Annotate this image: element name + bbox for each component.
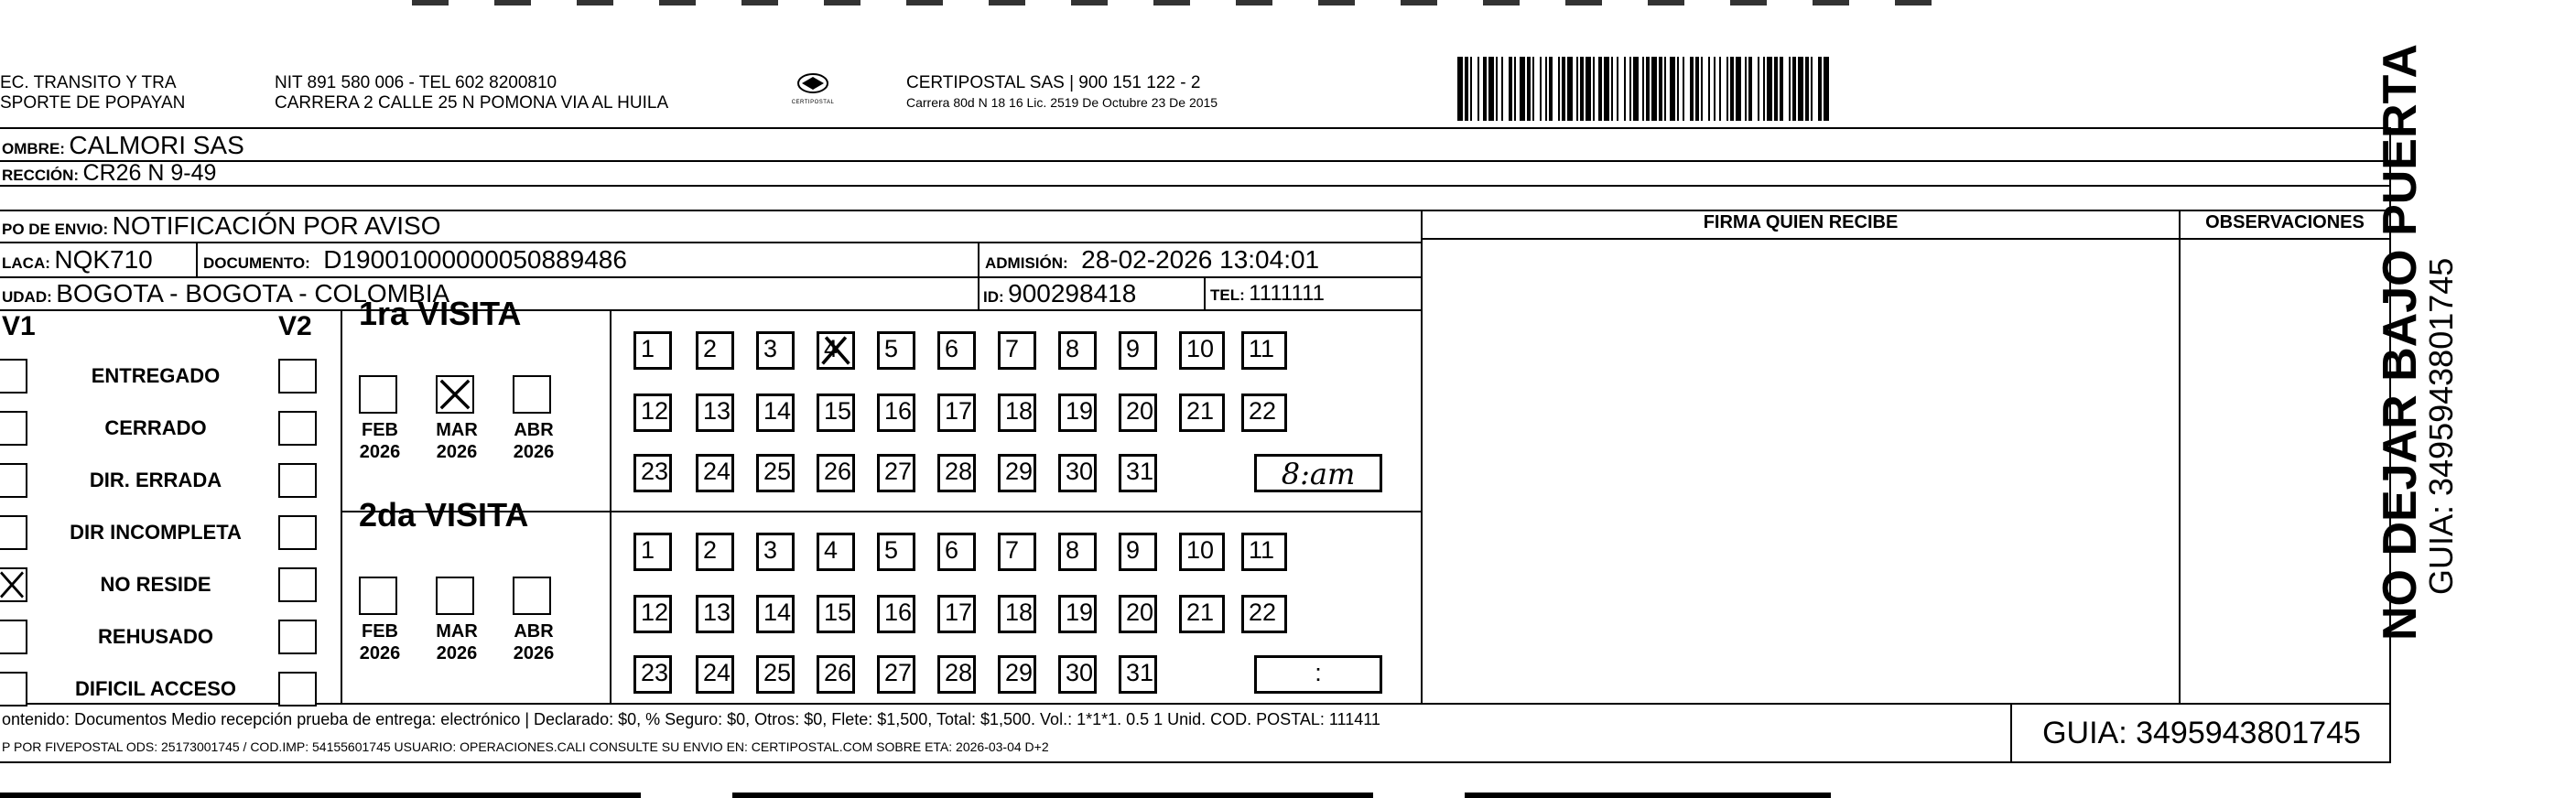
visit-title: 1ra VISITA bbox=[359, 295, 522, 332]
month-label bbox=[350, 419, 410, 463]
certipostal-logo bbox=[785, 71, 840, 117]
tel-value: 1111111 bbox=[1249, 281, 1325, 306]
reason-label: REHUSADO bbox=[98, 625, 213, 648]
ods-line: P POR FIVEPOSTAL ODS: 25173001745 / COD.IMP: 54155601745 USUARIO: OPERACIONES.CALI CONSULTE SU ENVIO EN: CERTIPOSTAL.COM SOBRE ETA: 2026-03-04 D+2 bbox=[2, 739, 1049, 754]
day-box[interactable]: 10 bbox=[1179, 331, 1225, 370]
month-name: ABR bbox=[514, 420, 554, 440]
month-name: MAR bbox=[436, 420, 478, 440]
signature-header: FIRMA QUIEN RECIBE bbox=[1703, 212, 1899, 232]
day-box[interactable]: 10 bbox=[1179, 533, 1225, 571]
logo-icon bbox=[795, 71, 831, 95]
v1-checkbox[interactable] bbox=[0, 359, 27, 394]
day-mark bbox=[819, 334, 852, 367]
months-right bbox=[610, 309, 612, 703]
day-box[interactable]: 8 bbox=[1058, 533, 1097, 571]
day-box[interactable]: 29 bbox=[998, 454, 1036, 492]
v2-checkbox[interactable] bbox=[278, 672, 317, 706]
day-box[interactable]: 15 bbox=[817, 394, 855, 432]
day-box[interactable]: 14 bbox=[756, 595, 795, 633]
reason-label: ENTREGADO bbox=[91, 364, 221, 387]
reason-label: DIFICIL ACCESO bbox=[74, 677, 236, 700]
address-row bbox=[2, 162, 216, 188]
day-box[interactable]: 22 bbox=[1241, 394, 1287, 432]
day-box[interactable]: 15 bbox=[817, 595, 855, 633]
license-line: Carrera 80d N 18 16 Lic. 2519 De Octubre 23 De 2015 bbox=[906, 95, 1218, 110]
document-label: DOCUMENTO: bbox=[203, 254, 310, 272]
day-box[interactable]: 17 bbox=[937, 394, 976, 432]
month-label bbox=[503, 419, 564, 463]
v1-checkbox[interactable] bbox=[0, 411, 27, 446]
footer-guia: GUIA: 3495943801745 bbox=[2042, 716, 2361, 750]
day-box[interactable]: 11 bbox=[1241, 331, 1287, 370]
row-line-5 bbox=[0, 276, 1421, 278]
plate: NQK710 bbox=[54, 245, 153, 274]
bottom-edge-marks bbox=[0, 793, 1831, 798]
top-edge-marks bbox=[412, 0, 1968, 5]
recipient-address: CR26 N 9-49 bbox=[82, 160, 217, 186]
month-year: 2026 bbox=[359, 442, 401, 462]
v2-checkbox[interactable] bbox=[278, 463, 317, 498]
name-label: OMBRE: bbox=[2, 140, 65, 157]
send-type-row bbox=[2, 211, 441, 241]
v2-label: V2 bbox=[278, 311, 312, 341]
month-checkbox[interactable] bbox=[436, 577, 474, 615]
sender-line-1: EC. TRANSITO Y TRA bbox=[0, 73, 177, 92]
v1-checkbox[interactable] bbox=[0, 620, 27, 654]
day-box[interactable]: 29 bbox=[998, 655, 1036, 694]
day-box[interactable]: 4 bbox=[817, 331, 855, 370]
city: BOGOTA - BOGOTA - COLOMBIA bbox=[56, 279, 450, 307]
company-line: CERTIPOSTAL SAS | 900 151 122 - 2 bbox=[906, 73, 1201, 92]
day-box[interactable]: 13 bbox=[696, 394, 734, 432]
day-box[interactable]: 2 bbox=[696, 331, 734, 370]
v1-checkbox[interactable] bbox=[0, 515, 27, 550]
day-box[interactable]: 16 bbox=[877, 595, 915, 633]
day-box[interactable]: 13 bbox=[696, 595, 734, 633]
company-info bbox=[906, 73, 1218, 112]
row-line-6 bbox=[0, 309, 1421, 311]
month-checkbox[interactable] bbox=[359, 375, 397, 414]
month-checkbox[interactable] bbox=[359, 577, 397, 615]
reason-label: NO RESIDE bbox=[100, 573, 211, 596]
v2-checkbox[interactable] bbox=[278, 515, 317, 550]
month-year: 2026 bbox=[513, 643, 555, 663]
admission: 28-02-2026 13:04:01 bbox=[1081, 245, 1320, 274]
city-id-sep bbox=[978, 276, 980, 309]
day-box[interactable]: 20 bbox=[1119, 595, 1157, 633]
day-box[interactable]: 20 bbox=[1119, 394, 1157, 432]
send-type-label: PO DE ENVIO: bbox=[2, 221, 109, 238]
day-box[interactable]: 11 bbox=[1241, 533, 1287, 571]
v1-checkbox[interactable] bbox=[0, 672, 27, 706]
month-name: ABR bbox=[514, 621, 554, 642]
month-name: FEB bbox=[362, 621, 398, 642]
day-box[interactable]: 17 bbox=[937, 595, 976, 633]
day-box[interactable]: 12 bbox=[633, 595, 672, 633]
month-checkbox[interactable] bbox=[436, 375, 474, 414]
plate-doc-sep bbox=[196, 242, 198, 276]
plate-label: LACA: bbox=[2, 254, 50, 272]
id-label: ID: bbox=[983, 288, 1004, 306]
name-row bbox=[2, 131, 244, 160]
row-line-1 bbox=[0, 160, 2391, 162]
footer-top bbox=[0, 703, 2391, 705]
day-box[interactable]: 26 bbox=[817, 655, 855, 694]
day-box[interactable]: 6 bbox=[937, 331, 976, 370]
day-box[interactable]: 3 bbox=[756, 533, 795, 571]
day-box[interactable]: 4 bbox=[817, 533, 855, 571]
document-cell bbox=[203, 245, 627, 275]
sender-nit-address bbox=[275, 73, 668, 113]
side-warning: NO DEJAR BAJO PUERTA bbox=[2374, 43, 2427, 641]
v2-checkbox[interactable] bbox=[278, 359, 317, 394]
admission-cell bbox=[985, 245, 1319, 275]
v1-checkbox[interactable] bbox=[0, 567, 27, 602]
sender-line-2: SPORTE DE POPAYAN bbox=[0, 93, 186, 113]
month-year: 2026 bbox=[513, 442, 555, 462]
day-box[interactable]: 27 bbox=[877, 655, 915, 694]
plate-cell bbox=[2, 245, 153, 275]
side-guia: GUIA: 3495943801745 bbox=[2422, 257, 2460, 595]
day-box[interactable]: 3 bbox=[756, 331, 795, 370]
signature-area[interactable] bbox=[1423, 240, 2179, 703]
document: D19001000000050889486 bbox=[323, 245, 627, 274]
day-box[interactable]: 7 bbox=[998, 331, 1036, 370]
day-box[interactable]: 23 bbox=[633, 655, 672, 694]
doc-adm-sep bbox=[978, 242, 980, 276]
day-box[interactable]: 5 bbox=[877, 533, 915, 571]
address-line: CARRERA 2 CALLE 25 N POMONA VIA AL HUILA bbox=[275, 93, 669, 113]
time-box[interactable]: : bbox=[1254, 655, 1382, 694]
day-box[interactable]: 27 bbox=[877, 454, 915, 492]
day-box[interactable]: 23 bbox=[633, 454, 672, 492]
day-box[interactable]: 5 bbox=[877, 331, 915, 370]
reasons-right bbox=[341, 309, 342, 703]
guia-col-left bbox=[2010, 703, 2012, 761]
city-label: UDAD: bbox=[2, 288, 52, 306]
month-label bbox=[503, 620, 564, 664]
v1-label: V1 bbox=[2, 311, 36, 341]
address-label: RECCIÓN: bbox=[2, 167, 80, 184]
day-box[interactable]: 2 bbox=[696, 533, 734, 571]
v2-checkbox[interactable] bbox=[278, 620, 317, 654]
admission-label: ADMISIÓN: bbox=[985, 254, 1068, 272]
month-name: MAR bbox=[436, 621, 478, 642]
day-box[interactable]: 7 bbox=[998, 533, 1036, 571]
day-box[interactable]: 1 bbox=[633, 533, 672, 571]
logo-text: CERTIPOSTAL bbox=[791, 100, 835, 105]
day-box[interactable]: 28 bbox=[937, 655, 976, 694]
day-box[interactable]: 26 bbox=[817, 454, 855, 492]
day-box[interactable]: 25 bbox=[756, 655, 795, 694]
day-box[interactable]: 16 bbox=[877, 394, 915, 432]
day-box[interactable]: 21 bbox=[1179, 394, 1225, 432]
day-box[interactable]: 30 bbox=[1058, 655, 1097, 694]
month-name: FEB bbox=[362, 420, 398, 440]
content-line: ontenido: Documentos Medio recepción prueba de entrega: electrónico | Declarado: $0, % Seguro: $0, Otros: $0, Flete: $1,500, Total: $1,500. Vol.: 1*1*1. 0.5 1 Unid. COD. POSTAL: 111411 bbox=[2, 710, 1380, 728]
day-box[interactable]: 9 bbox=[1119, 533, 1157, 571]
month-checkbox[interactable] bbox=[513, 375, 551, 414]
id-value: 900298418 bbox=[1008, 279, 1137, 307]
day-box[interactable]: 8 bbox=[1058, 331, 1097, 370]
day-box[interactable]: 25 bbox=[756, 454, 795, 492]
frame-top bbox=[0, 127, 2391, 129]
visit-title: 2da VISITA bbox=[359, 496, 529, 534]
id-cell bbox=[983, 279, 1136, 308]
month-label bbox=[427, 419, 487, 463]
row-line-2 bbox=[0, 185, 2391, 187]
day-box[interactable]: 1 bbox=[633, 331, 672, 370]
v1-checkbox[interactable] bbox=[0, 463, 27, 498]
month-year: 2026 bbox=[359, 643, 401, 663]
day-box[interactable]: 21 bbox=[1179, 595, 1225, 633]
day-box[interactable]: 22 bbox=[1241, 595, 1287, 633]
reason-label: DIR INCOMPLETA bbox=[70, 521, 242, 544]
day-box[interactable]: 12 bbox=[633, 394, 672, 432]
month-label bbox=[427, 620, 487, 664]
v2-checkbox[interactable] bbox=[278, 567, 317, 602]
sender-name bbox=[0, 73, 185, 113]
tel-label: TEL: bbox=[1210, 286, 1245, 304]
month-checkbox[interactable] bbox=[513, 577, 551, 615]
day-box[interactable]: 30 bbox=[1058, 454, 1097, 492]
day-box[interactable]: 18 bbox=[998, 394, 1036, 432]
id-tel-sep bbox=[1204, 276, 1206, 309]
day-box[interactable]: 31 bbox=[1119, 655, 1157, 694]
day-box[interactable]: 31 bbox=[1119, 454, 1157, 492]
day-box[interactable]: 6 bbox=[937, 533, 976, 571]
frame-bottom bbox=[0, 761, 2391, 763]
row-line-4 bbox=[0, 242, 1421, 243]
month-label bbox=[350, 620, 410, 664]
day-box[interactable]: 19 bbox=[1058, 394, 1097, 432]
observations-area[interactable] bbox=[2181, 240, 2389, 703]
nit-line: NIT 891 580 006 - TEL 602 8200810 bbox=[275, 73, 557, 92]
barcode bbox=[1457, 57, 2153, 121]
reason-label: CERRADO bbox=[104, 416, 207, 439]
day-box[interactable]: 14 bbox=[756, 394, 795, 432]
month-year: 2026 bbox=[436, 643, 478, 663]
v2-checkbox[interactable] bbox=[278, 411, 317, 446]
recipient-name: CALMORI SAS bbox=[69, 131, 244, 159]
barcode-bar bbox=[1824, 57, 1829, 121]
day-box[interactable]: 19 bbox=[1058, 595, 1097, 633]
day-box[interactable]: 24 bbox=[696, 655, 734, 694]
day-box[interactable]: 9 bbox=[1119, 331, 1157, 370]
month-year: 2026 bbox=[436, 442, 478, 462]
time-box[interactable]: 8:am bbox=[1254, 454, 1382, 492]
tel-cell bbox=[1210, 281, 1325, 307]
observations-header: OBSERVACIONES bbox=[2205, 212, 2365, 232]
day-box[interactable]: 28 bbox=[937, 454, 976, 492]
day-box[interactable]: 18 bbox=[998, 595, 1036, 633]
send-type: NOTIFICACIÓN POR AVISO bbox=[112, 211, 441, 240]
reason-label: DIR. ERRADA bbox=[89, 469, 222, 491]
day-box[interactable]: 24 bbox=[696, 454, 734, 492]
